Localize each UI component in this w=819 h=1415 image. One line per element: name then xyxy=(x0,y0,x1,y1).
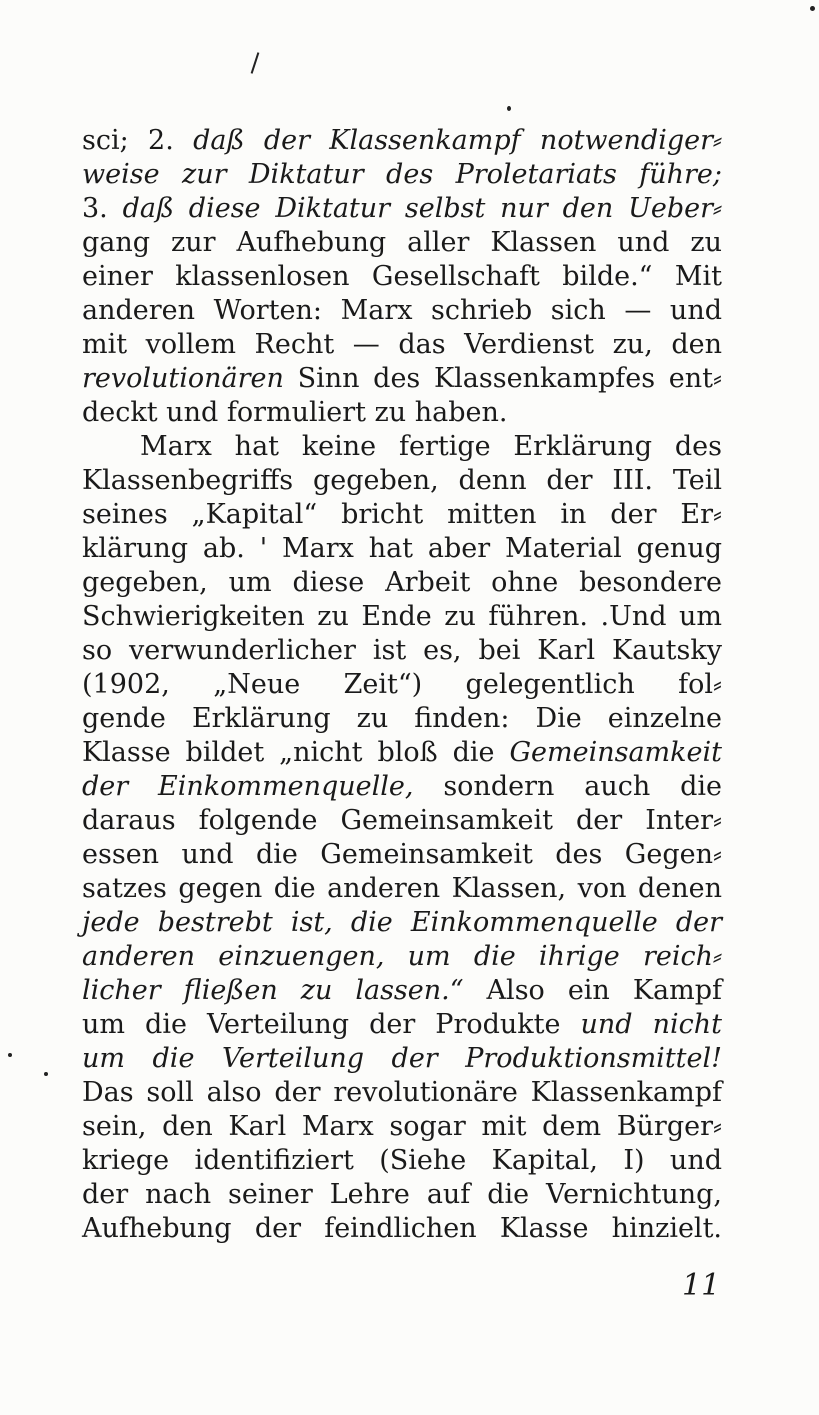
text-line: weise zur Diktatur des Proletariats führe; xyxy=(82,159,722,190)
text-line: 3. daß diese Diktatur selbst nur den Ueber⸗ xyxy=(82,193,723,224)
text-line: einer klassenlosen Gesellschaft bilde.“ Mit xyxy=(82,261,722,292)
text-line: anderen einzuengen, um die ihrige reich⸗ xyxy=(82,941,722,972)
text-line: sci; 2. daß der Klassenkampf notwendiger⸗ xyxy=(82,125,722,156)
text-line: (1902, „Neue Zeit“) gelegentlich fol⸗ xyxy=(82,669,722,700)
text-line: gende Erklärung zu finden: Die einzelne xyxy=(82,703,722,734)
text-line: der Einkommenquelle, sondern auch die xyxy=(82,771,722,802)
text-line: Klasse bildet „nicht bloß die Gemeinsamkeit xyxy=(82,737,722,768)
text-line: um die Verteilung der Produktionsmittel! xyxy=(82,1043,722,1074)
text-line: klärung ab. ' Marx hat aber Material genug xyxy=(82,533,722,564)
text-line: gegeben, um diese Arbeit ohne besondere xyxy=(82,567,722,598)
text-line: seines „Kapital“ bricht mitten in der Er⸗ xyxy=(82,499,722,530)
scan-speck xyxy=(8,1053,12,1057)
text-line: deckt und formuliert zu haben. xyxy=(82,397,508,428)
page-number: 11 xyxy=(682,1268,721,1303)
scan-speck xyxy=(507,106,511,111)
text-line: licher fließen zu lassen.“ Also ein Kampf xyxy=(82,975,722,1006)
text-line: revolutionären Sinn des Klassenkampfes ent⸗ xyxy=(82,363,722,394)
scan-mark xyxy=(251,52,260,74)
text-line: anderen Worten: Marx schrieb sich — und xyxy=(82,295,722,326)
text-line: Schwierigkeiten zu Ende zu führen. .Und um xyxy=(82,601,722,632)
text-line: gang zur Aufhebung aller Klassen und zu xyxy=(82,227,722,258)
text-line: so verwunderlicher ist es, bei Karl Kautsky xyxy=(82,635,722,666)
text-line: Das soll also der revolutionäre Klassenkampf xyxy=(82,1077,722,1108)
scan-speck xyxy=(810,6,815,11)
text-line: essen und die Gemeinsamkeit des Gegen⸗ xyxy=(82,839,722,870)
text-line: jede bestrebt ist, die Einkommenquelle der xyxy=(82,907,722,938)
text-line: daraus folgende Gemeinsamkeit der Inter⸗ xyxy=(82,805,722,836)
text-line: kriege identifiziert (Siehe Kapital, I) und xyxy=(82,1145,722,1176)
text-line: Klassenbegriffs gegeben, denn der III. Teil xyxy=(82,465,722,496)
text-line: mit vollem Recht — das Verdienst zu, den xyxy=(82,329,722,360)
text-line: satzes gegen die anderen Klassen, von denen xyxy=(82,873,722,904)
text-line: um die Verteilung der Produkte und nicht xyxy=(82,1009,723,1040)
scan-speck xyxy=(44,1072,48,1076)
text-line: der nach seiner Lehre auf die Vernichtung, xyxy=(82,1179,722,1210)
text-line: Marx hat keine fertige Erklärung des xyxy=(140,431,722,462)
text-line: sein, den Karl Marx sogar mit dem Bürger⸗ xyxy=(82,1111,722,1142)
text-line: Aufhebung der feindlichen Klasse hinzielt. xyxy=(82,1213,722,1244)
